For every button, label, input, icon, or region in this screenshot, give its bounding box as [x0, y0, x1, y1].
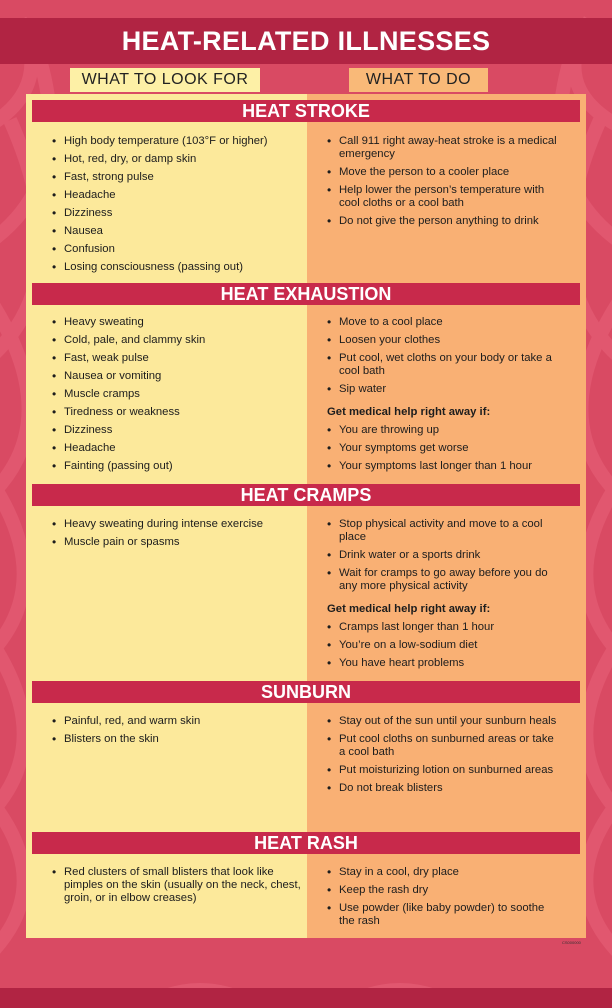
medical-help-heading: Get medical help right away if:: [327, 406, 491, 418]
publication-code: CS000000: [562, 940, 581, 945]
list-item: • Muscle cramps: [52, 388, 302, 401]
list-item: • Red clusters of small blisters that look like pimples on the skin (usually on the neck, chest, groin, or in elbow creases): [52, 866, 302, 905]
list-item: • Loosen your clothes: [327, 334, 559, 347]
list-item: • Sip water: [327, 383, 559, 396]
look-for-list: [52, 518, 302, 554]
list-item: • Help lower the person’s temperature with cool cloths or a cool bath: [327, 184, 559, 210]
list-item: • Headache: [52, 189, 302, 202]
list-item: • You are throwing up: [327, 424, 559, 437]
list-item: • Call 911 right away-heat stroke is a medical emergency: [327, 135, 559, 161]
list-item: • Wait for cramps to go away before you do any more physical activity: [327, 567, 559, 593]
section-banner: HEAT EXHAUSTION: [32, 283, 580, 305]
medical-help-list: [327, 424, 559, 473]
list-item: • Move the person to a cooler place: [327, 166, 559, 179]
section-banner: SUNBURN: [32, 681, 580, 703]
to-do-list: [327, 866, 559, 933]
list-item: • Use powder (like baby powder) to soothe the rash: [327, 902, 559, 928]
look-for-list: [52, 316, 302, 478]
list-item: • Tiredness or weakness: [52, 406, 302, 419]
list-item: • High body temperature (103°F or higher): [52, 135, 302, 148]
look-for-list: [52, 135, 302, 279]
to-do-list: [327, 135, 559, 233]
section-heat-cramps: [26, 484, 586, 680]
list-item: • Your symptoms get worse: [327, 442, 559, 455]
section-heat-stroke: [26, 100, 586, 284]
list-item: • Headache: [52, 442, 302, 455]
list-item: • Put cool cloths on sunburned areas or take a cool bath: [327, 733, 559, 759]
look-for-list: [52, 866, 302, 910]
list-item: • Dizziness: [52, 207, 302, 220]
medical-help-heading: Get medical help right away if:: [327, 603, 491, 615]
page-title: HEAT-RELATED ILLNESSES: [0, 18, 612, 64]
list-item: • Drink water or a sports drink: [327, 549, 559, 562]
list-item: • Cold, pale, and clammy skin: [52, 334, 302, 347]
list-item: • Muscle pain or spasms: [52, 536, 302, 549]
section-banner: HEAT RASH: [32, 832, 580, 854]
list-item: • Painful, red, and warm skin: [52, 715, 302, 728]
list-item: • Do not give the person anything to drink: [327, 215, 559, 228]
list-item: • Stay in a cool, dry place: [327, 866, 559, 879]
list-item: • Hot, red, dry, or damp skin: [52, 153, 302, 166]
list-item: • Put cool, wet cloths on your body or take a cool bath: [327, 352, 559, 378]
list-item: • Heavy sweating: [52, 316, 302, 329]
list-item: • Confusion: [52, 243, 302, 256]
list-item: • Put moisturizing lotion on sunburned areas: [327, 764, 559, 777]
to-do-list: [327, 316, 559, 396]
bottom-band: [0, 988, 612, 1008]
list-item: • Fast, weak pulse: [52, 352, 302, 365]
list-item: • Stop physical activity and move to a cool place: [327, 518, 559, 544]
list-item: • You’re on a low-sodium diet: [327, 639, 559, 652]
column-header-look-for: WHAT TO LOOK FOR: [70, 68, 260, 92]
list-item: • Keep the rash dry: [327, 884, 559, 897]
section-banner: HEAT STROKE: [32, 100, 580, 122]
list-item: • Blisters on the skin: [52, 733, 302, 746]
list-item: • Nausea: [52, 225, 302, 238]
section-banner: HEAT CRAMPS: [32, 484, 580, 506]
to-do-list: [327, 518, 559, 593]
list-item: • Stay out of the sun until your sunburn heals: [327, 715, 559, 728]
list-item: • Your symptoms last longer than 1 hour: [327, 460, 559, 473]
list-item: • Move to a cool place: [327, 316, 559, 329]
to-do-list: [327, 715, 559, 800]
list-item: • Heavy sweating during intense exercise: [52, 518, 302, 531]
list-item: • Fast, strong pulse: [52, 171, 302, 184]
to-do-column: [327, 518, 559, 675]
list-item: • Cramps last longer than 1 hour: [327, 621, 559, 634]
list-item: • Dizziness: [52, 424, 302, 437]
column-header-to-do: WHAT TO DO: [349, 68, 488, 92]
list-item: • Fainting (passing out): [52, 460, 302, 473]
to-do-column: [327, 316, 559, 478]
list-item: • Do not break blisters: [327, 782, 559, 795]
look-for-list: [52, 715, 302, 751]
list-item: • Losing consciousness (passing out): [52, 261, 302, 274]
list-item: • Nausea or vomiting: [52, 370, 302, 383]
section-heat-exhaustion: [26, 283, 586, 483]
list-item: • You have heart problems: [327, 657, 559, 670]
medical-help-list: [327, 621, 559, 670]
section-sunburn: [26, 681, 586, 829]
section-heat-rash: [26, 832, 586, 936]
